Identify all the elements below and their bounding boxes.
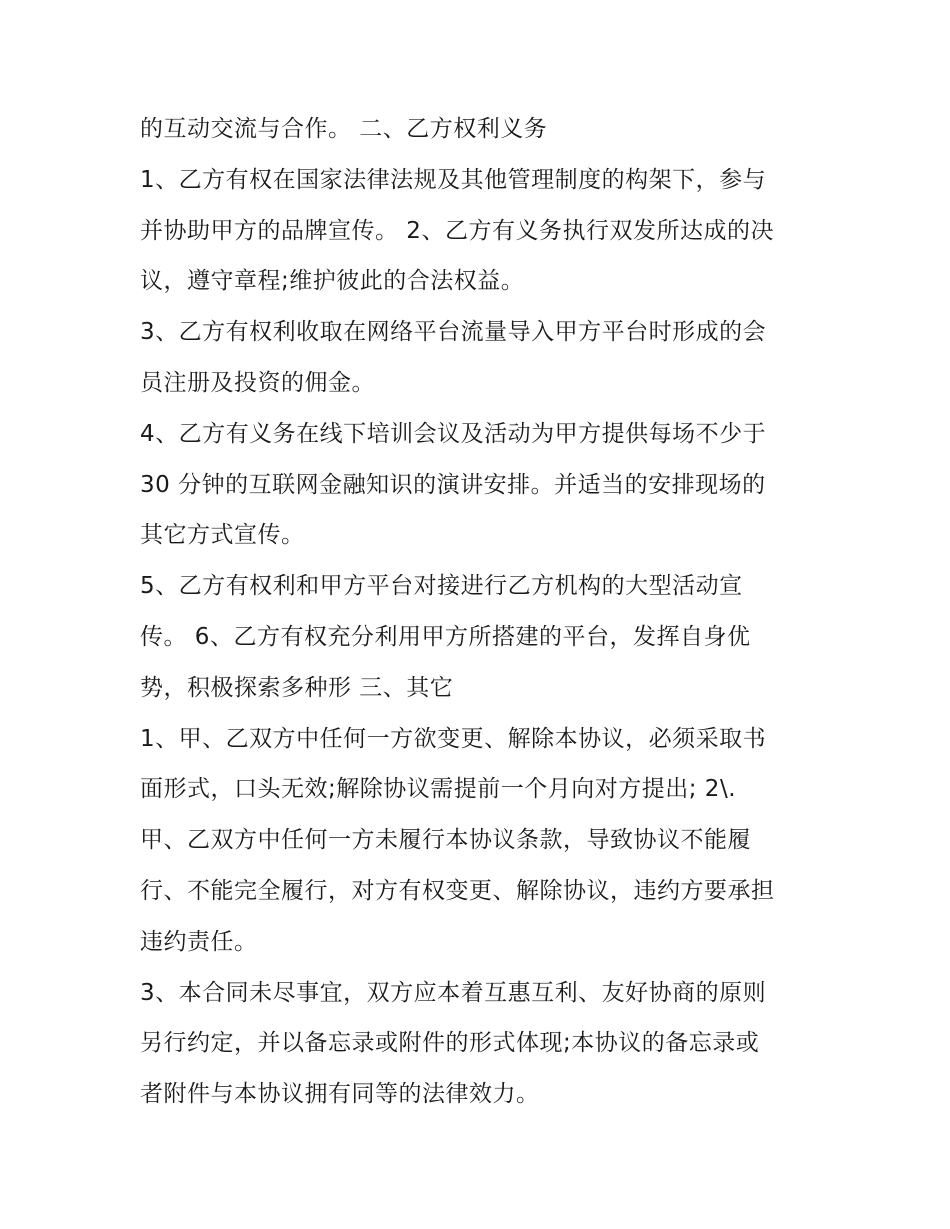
text-line: 的互动交流与合作。 二、乙方权利义务 <box>140 116 548 142</box>
text-line: 另行约定，并以备忘录或附件的形式体现;本协议的备忘录或 <box>140 1030 760 1057</box>
text-line: 违约责任。 <box>140 928 258 955</box>
text-line: 员注册及投资的佣金。 <box>140 369 375 396</box>
text-line: 甲、乙双方中任何一方未履行本协议条款，导致协议不能履 <box>140 827 751 854</box>
text-line: 3、乙方有权利收取在网络平台流量导入甲方平台时形成的会 <box>140 319 767 346</box>
text-line: 30 分钟的互联网金融知识的演讲安排。并适当的安排现场的 <box>140 471 766 498</box>
text-line: 并协助甲方的品牌宣传。 2、乙方有义务执行双发所达成的决 <box>140 217 774 244</box>
text-line: 1、甲、乙双方中任何一方欲变更、解除本协议，必须采取书 <box>140 725 767 752</box>
text-line: 5、乙方有权利和甲方平台对接进行乙方机构的大型活动宣 <box>140 573 743 600</box>
text-line: 面形式，口头无效;解除协议需提前一个月向对方提出; 2\. <box>140 776 737 803</box>
document-body <box>140 104 830 1120</box>
text-line: 1、乙方有权在国家法律法规及其他管理制度的构架下，参与 <box>140 166 767 193</box>
text-line: 者附件与本协议拥有同等的法律效力。 <box>140 1081 540 1108</box>
text-line: 势，积极探索多种形 三、其它 <box>140 674 454 701</box>
text-line: 传。 6、乙方有权充分利用甲方所搭建的平台，发挥自身优 <box>140 623 751 650</box>
text-line: 其它方式宣传。 <box>140 522 305 549</box>
text-line: 3、本合同未尽事宜，双方应本着互惠互利、友好协商的原则 <box>140 979 767 1006</box>
text-line: 议，遵守章程;维护彼此的合法权益。 <box>140 268 525 295</box>
text-line: 4、乙方有义务在线下培训会议及活动为甲方提供每场不少于 <box>140 420 767 447</box>
text-line: 行、不能完全履行，对方有权变更、解除协议，违约方要承担 <box>140 877 775 904</box>
